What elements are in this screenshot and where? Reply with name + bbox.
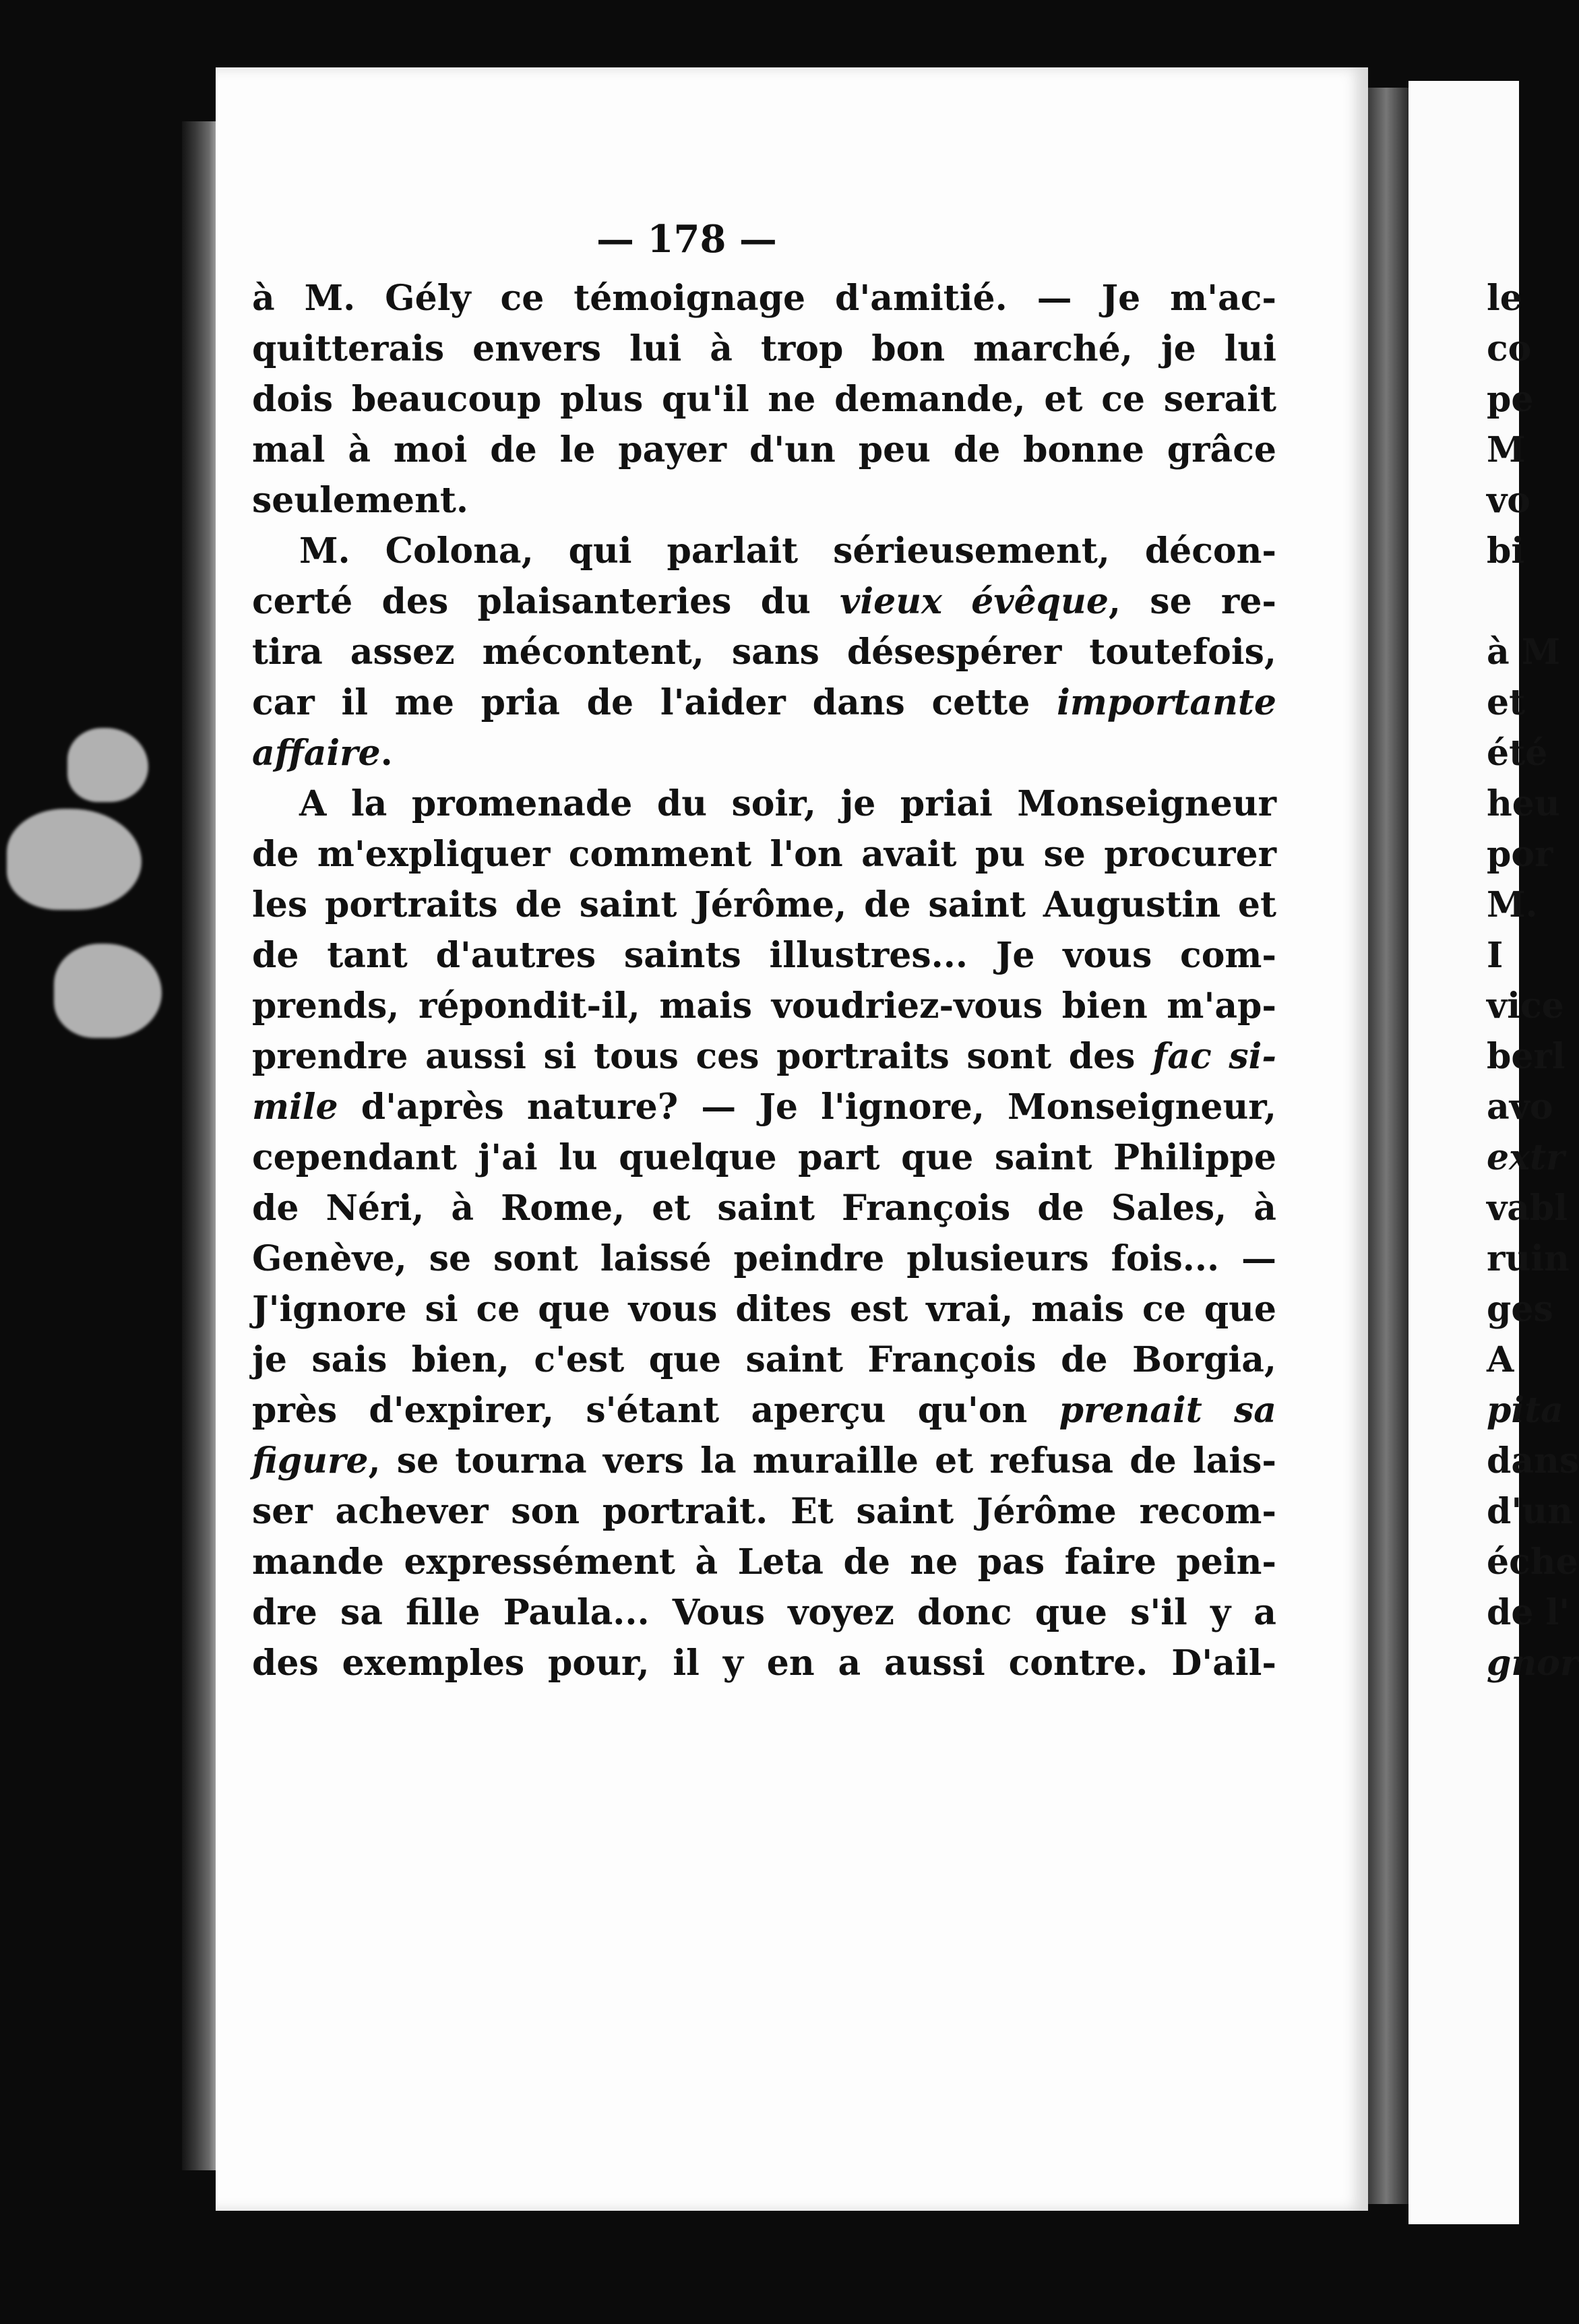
text-line: affaire. bbox=[252, 733, 393, 774]
right-page-fragment: M bbox=[1487, 429, 1526, 470]
right-page bbox=[1408, 81, 1579, 2224]
text-line: tira assez mécontent, sans désespérer toutefois, bbox=[252, 632, 1276, 673]
text-line: A la promenade du soir, je priai Monseigneur bbox=[299, 783, 1276, 824]
text-line: figure, se tourna vers la muraille et refusa de lais- bbox=[252, 1440, 1276, 1481]
right-page-fragment: à M bbox=[1487, 632, 1561, 673]
text-line: seulement. bbox=[252, 480, 469, 521]
text-line: M. Colona, qui parlait sérieusement, décon- bbox=[299, 530, 1276, 572]
right-page-fragment: éche bbox=[1487, 1541, 1578, 1583]
text-line: mal à moi de le payer d'un peu de bonne grâce bbox=[252, 429, 1276, 470]
right-page-fragment: bi bbox=[1487, 530, 1525, 572]
right-page-fragment: et bbox=[1487, 682, 1526, 723]
italic-phrase: prenait sa bbox=[1059, 1390, 1276, 1431]
body-text bbox=[252, 273, 1276, 1688]
text-line: dois beaucoup plus qu'il ne demande, et ce serait bbox=[252, 379, 1276, 420]
right-page-fragment: de l' bbox=[1487, 1592, 1570, 1633]
text-line: mile d'après nature? — Je l'ignore, Monseigneur, bbox=[252, 1087, 1276, 1128]
right-page-fragment: ges bbox=[1487, 1289, 1553, 1330]
paper-damage-mark bbox=[67, 728, 148, 802]
right-page-fragment: A bbox=[1487, 1339, 1514, 1380]
right-page-fragment: pe bbox=[1487, 379, 1534, 420]
right-page-fragment: dans bbox=[1487, 1440, 1579, 1481]
book-spine-shadow bbox=[182, 121, 216, 2170]
text-line: je sais bien, c'est que saint François de Borgia, bbox=[252, 1339, 1276, 1380]
text-line: de tant d'autres saints illustres... Je vous com- bbox=[252, 935, 1276, 976]
right-page-fragment: gnor bbox=[1487, 1643, 1579, 1684]
page-number: — 178 — bbox=[596, 217, 777, 262]
right-page-fragment: ruin bbox=[1487, 1238, 1570, 1279]
right-page-fragment: vabl bbox=[1487, 1188, 1568, 1229]
text-line: ser achever son portrait. Et saint Jérôme recom- bbox=[252, 1491, 1276, 1532]
right-page-fragment: pita bbox=[1487, 1390, 1563, 1431]
right-page-fragment: vice bbox=[1487, 985, 1564, 1027]
italic-phrase: mile bbox=[252, 1087, 338, 1128]
right-page-fragment: berl bbox=[1487, 1036, 1566, 1077]
text-line: prendre aussi si tous ces portraits sont des fac si- bbox=[252, 1036, 1276, 1077]
right-page-fragment: vo bbox=[1487, 480, 1530, 521]
text-line: mande expressément à Leta de ne pas faire pein- bbox=[252, 1541, 1276, 1583]
right-page-fragment: extr bbox=[1487, 1137, 1565, 1178]
right-page-fragment: por bbox=[1487, 834, 1553, 875]
italic-phrase: fac si- bbox=[1152, 1036, 1276, 1077]
text-line: à M. Gély ce témoignage d'amitié. — Je m'ac- bbox=[252, 278, 1276, 319]
paper-damage-mark bbox=[54, 944, 162, 1038]
right-page-fragment: été bbox=[1487, 733, 1548, 774]
italic-phrase: importante bbox=[1057, 682, 1276, 723]
paper-damage-mark bbox=[7, 809, 142, 910]
italic-phrase: affaire bbox=[252, 733, 381, 774]
italic-phrase: vieux évêque bbox=[840, 581, 1109, 622]
right-page-fragment: I bbox=[1487, 935, 1504, 976]
right-page-fragment: heu bbox=[1487, 783, 1560, 824]
text-line: près d'expirer, s'étant aperçu qu'on prenait sa bbox=[252, 1390, 1276, 1431]
right-page-fragment: M. bbox=[1487, 884, 1538, 925]
right-page-fragment: le bbox=[1487, 278, 1522, 319]
text-line: J'ignore si ce que vous dites est vrai, mais ce que bbox=[252, 1289, 1276, 1330]
right-page-fragment: d'un bbox=[1487, 1491, 1573, 1532]
text-line: de m'expliquer comment l'on avait pu se procurer bbox=[252, 834, 1276, 875]
italic-phrase: figure bbox=[252, 1440, 369, 1481]
text-line: Genève, se sont laissé peindre plusieurs fois... — bbox=[252, 1238, 1276, 1279]
text-line: cependant j'ai lu quelque part que saint Philippe bbox=[252, 1137, 1276, 1178]
text-line: les portraits de saint Jérôme, de saint Augustin et bbox=[252, 884, 1276, 925]
text-line: car il me pria de l'aider dans cette importante bbox=[252, 682, 1276, 723]
text-line: des exemples pour, il y en a aussi contre. D'ail- bbox=[252, 1643, 1276, 1684]
right-page-fragment: co bbox=[1487, 328, 1532, 369]
text-line: de Néri, à Rome, et saint François de Sales, à bbox=[252, 1188, 1276, 1229]
text-line: prends, répondit-il, mais voudriez-vous bien m'ap- bbox=[252, 985, 1276, 1027]
page-gutter bbox=[1368, 88, 1408, 2204]
text-line: dre sa fille Paula... Vous voyez donc que s'il y a bbox=[252, 1592, 1276, 1633]
right-page-fragment: avo bbox=[1487, 1087, 1553, 1128]
text-line: certé des plaisanteries du vieux évêque, se re- bbox=[252, 581, 1276, 622]
text-line: quitterais envers lui à trop bon marché, je lui bbox=[252, 328, 1276, 369]
